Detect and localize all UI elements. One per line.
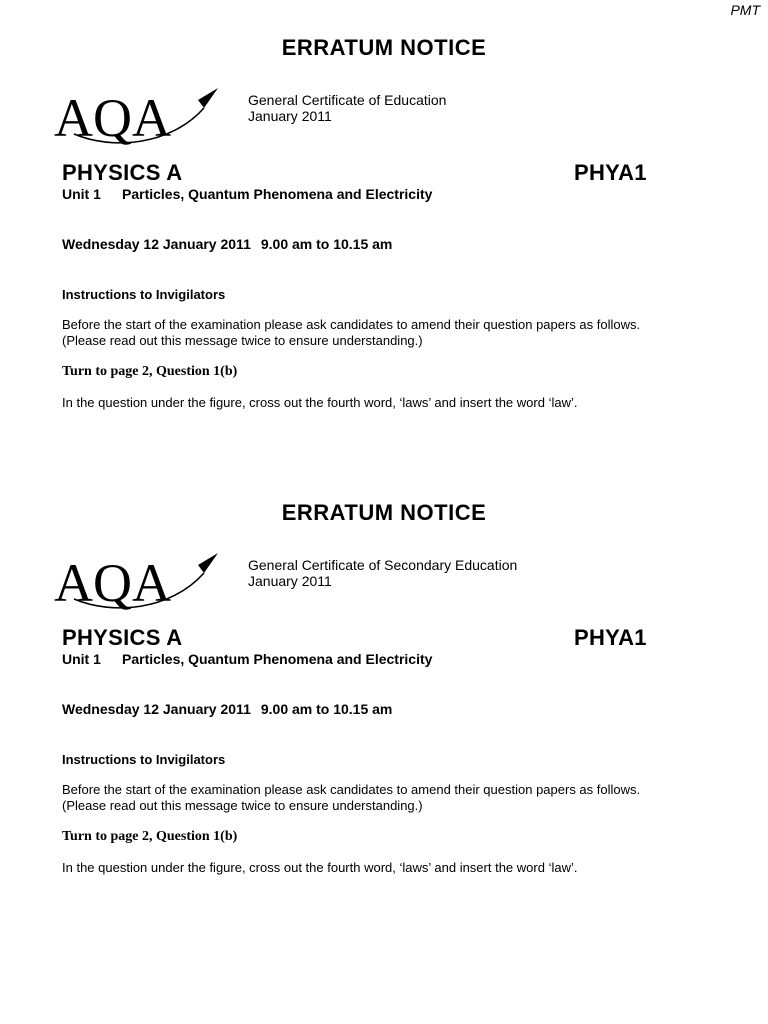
instructions-line-2: (Please read out this message twice to ensure understanding.) (62, 333, 423, 348)
unit-line (62, 186, 432, 202)
erratum-notice-2 (0, 465, 768, 905)
subject-title: PHYSICS A (62, 625, 183, 650)
turn-to-page: Turn to page 2, Question 1(b) (62, 364, 238, 379)
unit-title: Particles, Quantum Phenomena and Electricity (122, 651, 433, 667)
exam-time: 9.00 am to 10.15 am (260, 236, 393, 252)
exam-session: January 2011 (248, 108, 332, 124)
instructions-line-1: Before the start of the examination please ask candidates to amend their question papers as follows. (62, 317, 641, 332)
unit-number: Unit 1 (62, 186, 101, 202)
certificate-name: General Certificate of Education (248, 92, 447, 108)
notice-title: ERRATUM NOTICE (281, 35, 487, 60)
pmt-watermark-text: PMT (730, 2, 760, 18)
notice-title: ERRATUM NOTICE (281, 500, 487, 525)
exam-datetime (62, 701, 392, 717)
instructions-text (62, 782, 640, 814)
erratum-text: In the question under the figure, cross out the fourth word, ‘laws’ and insert the word ‘law’. (62, 395, 578, 410)
paper-code: PHYA1 (574, 625, 647, 650)
certificate-name: General Certificate of Secondary Education (248, 557, 518, 573)
unit-number: Unit 1 (62, 651, 101, 667)
exam-datetime (62, 236, 392, 252)
aqa-logo (52, 551, 224, 611)
svg-text:AQA: AQA (54, 553, 171, 611)
exam-date: Wednesday 12 January 2011 (62, 701, 251, 717)
erratum-notice-1 (0, 0, 768, 440)
instructions-line-1: Before the start of the examination please ask candidates to amend their question papers as follows. (62, 782, 641, 797)
instructions-heading: Instructions to Invigilators (62, 752, 226, 767)
certificate-info (248, 557, 517, 589)
exam-date: Wednesday 12 January 2011 (62, 236, 251, 252)
instructions-text (62, 317, 640, 349)
exam-time: 9.00 am to 10.15 am (260, 701, 393, 717)
instructions-line-2: (Please read out this message twice to ensure understanding.) (62, 798, 423, 813)
aqa-logo (52, 86, 224, 146)
svg-text:AQA: AQA (54, 88, 171, 146)
unit-line (62, 651, 432, 667)
subject-title: PHYSICS A (62, 160, 183, 185)
exam-session: January 2011 (248, 573, 332, 589)
paper-code: PHYA1 (574, 160, 647, 185)
erratum-text: In the question under the figure, cross out the fourth word, ‘laws’ and insert the word ‘law’. (62, 860, 578, 875)
certificate-info (248, 92, 446, 124)
instructions-heading: Instructions to Invigilators (62, 287, 226, 302)
unit-title: Particles, Quantum Phenomena and Electricity (122, 186, 433, 202)
turn-to-page: Turn to page 2, Question 1(b) (62, 829, 238, 844)
